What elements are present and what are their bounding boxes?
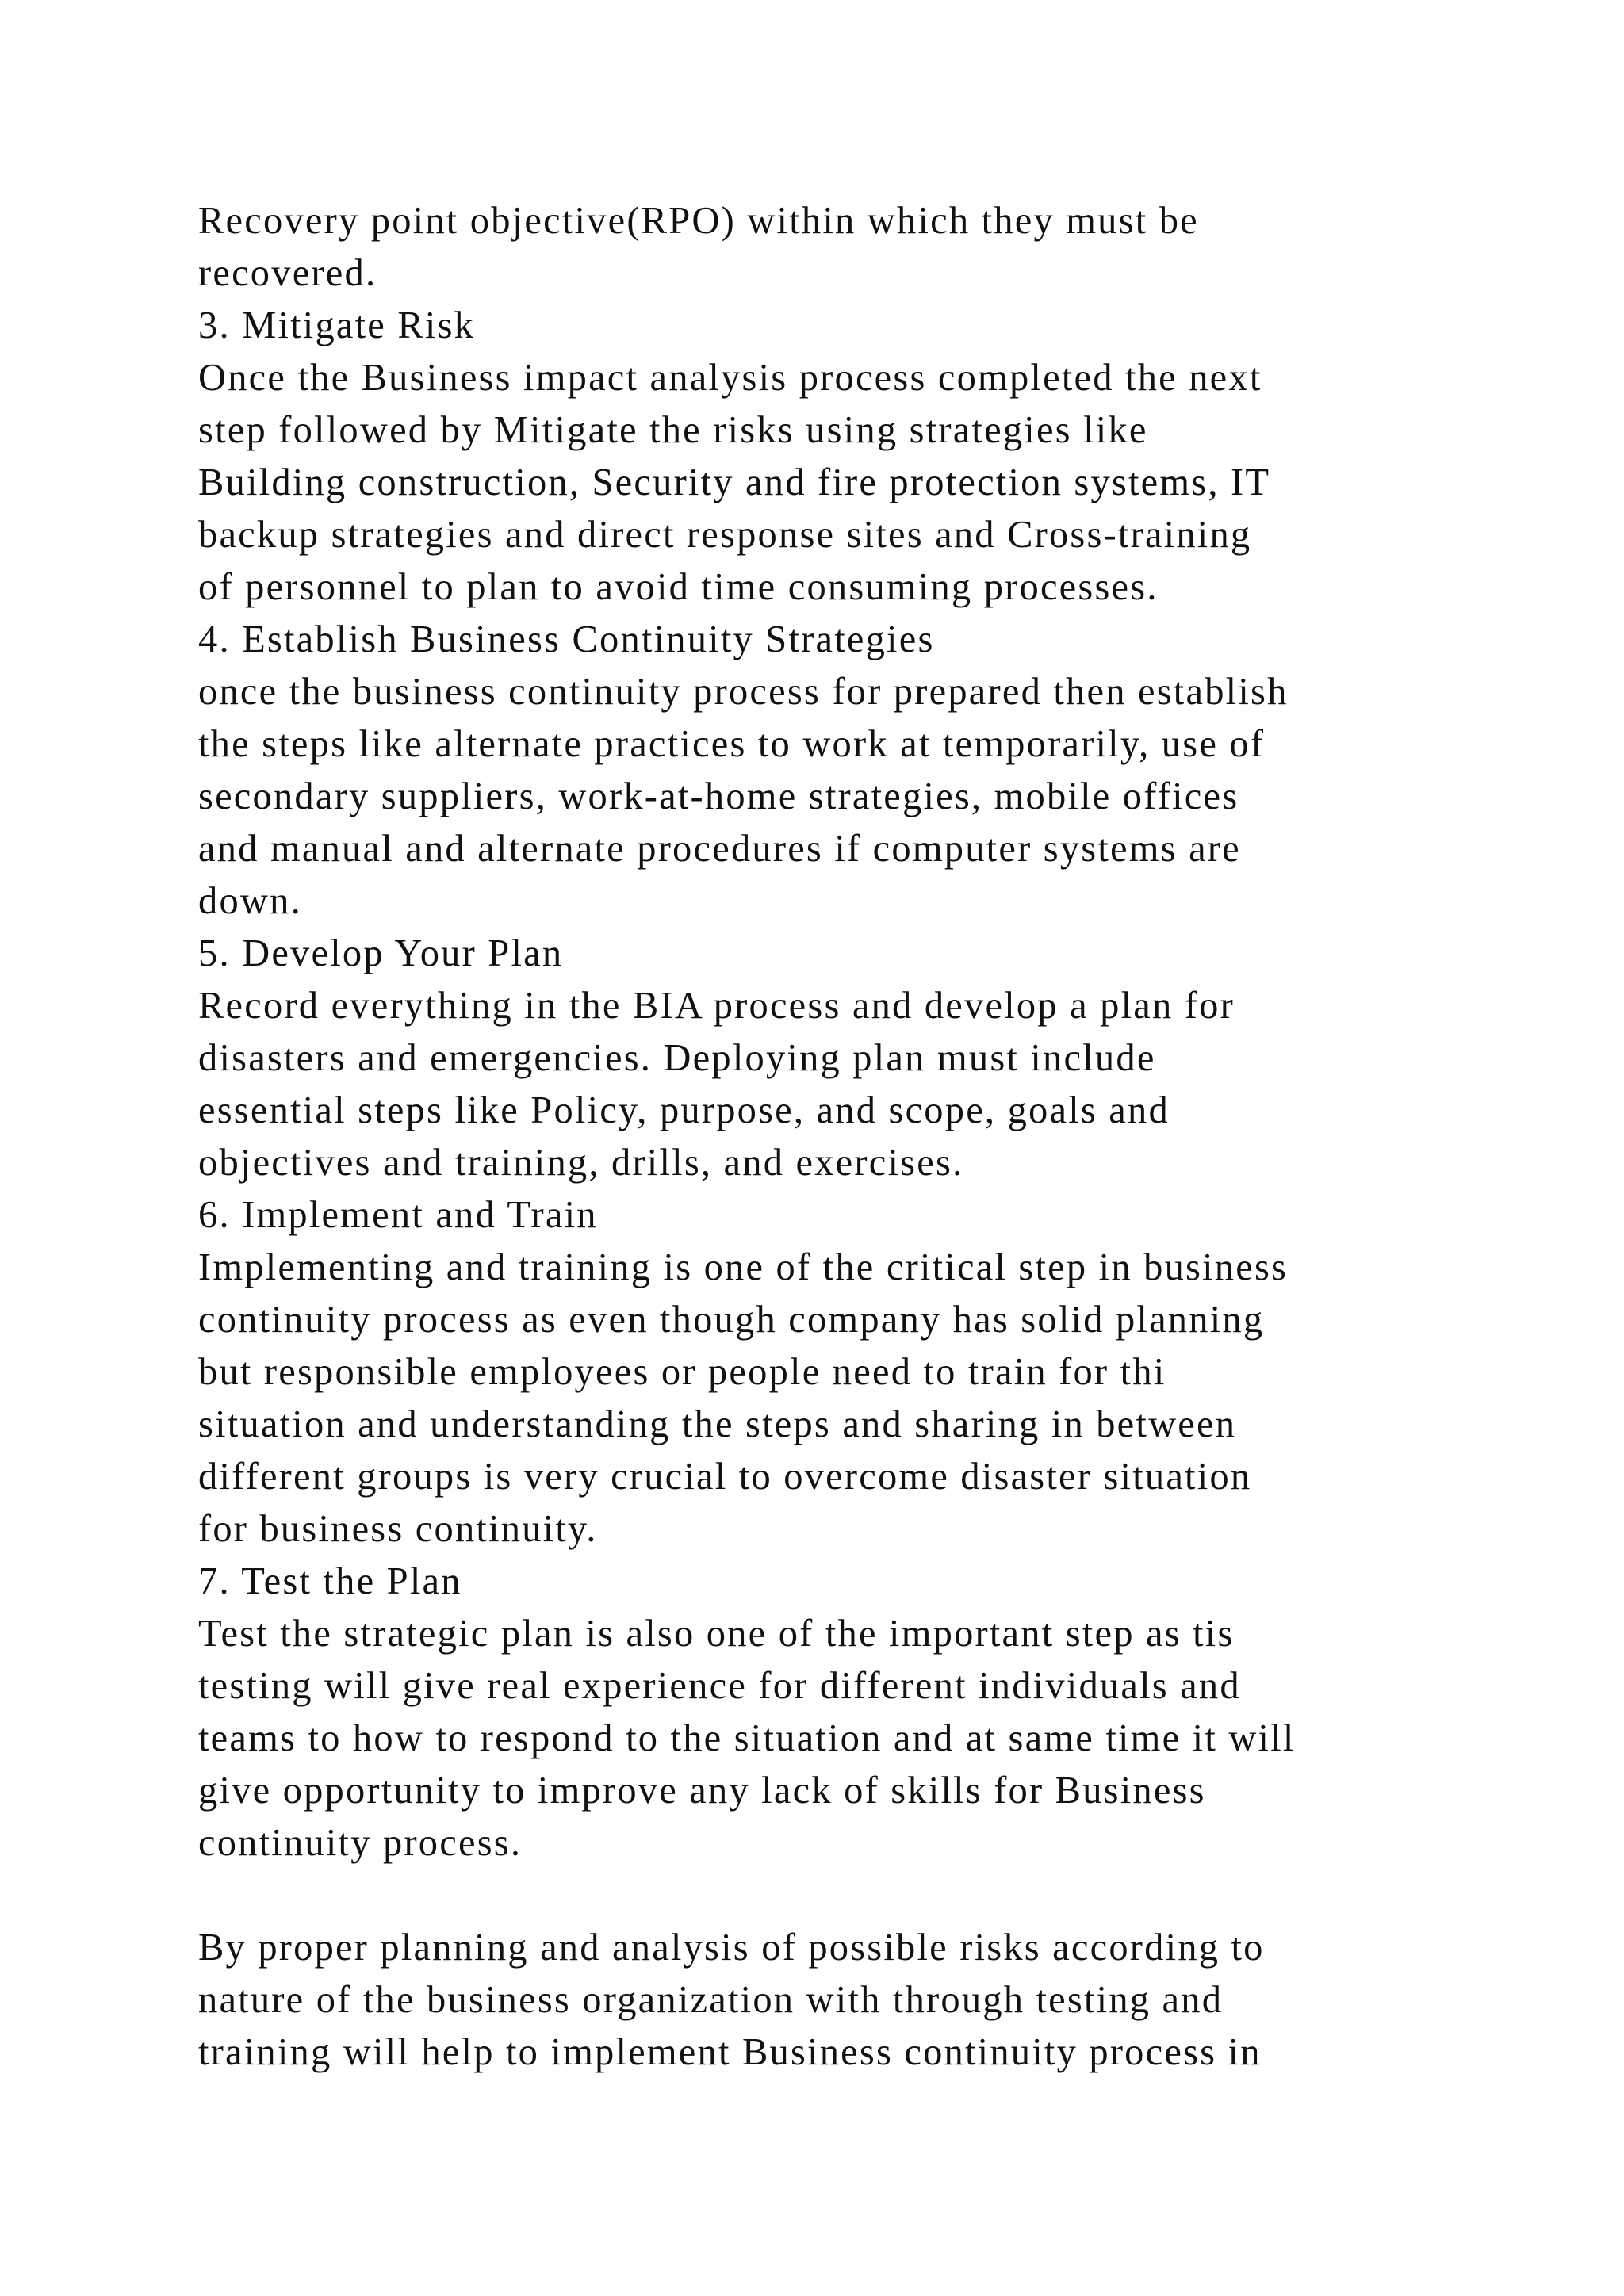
text-line: disasters and emergencies. Deploying plan must include <box>198 1037 1156 1079</box>
text-line: Test the strategic plan is also one of the important step as tis <box>198 1613 1235 1655</box>
section-heading: 7. Test the Plan <box>198 1560 462 1602</box>
section-heading: 5. Develop Your Plan <box>198 932 564 974</box>
text-line: Record everything in the BIA process and develop a plan for <box>198 985 1235 1027</box>
text-line: objectives and training, drills, and exercises. <box>198 1142 964 1184</box>
text-line: Building construction, Security and fire protection systems, IT <box>198 461 1271 503</box>
section-heading: 6. Implement and Train <box>198 1194 598 1236</box>
text-line: backup strategies and direct response sites and Cross-training <box>198 514 1252 556</box>
section-heading: 4. Establish Business Continuity Strategies <box>198 618 935 660</box>
text-line: training will help to implement Business continuity process in <box>198 2031 1262 2073</box>
text-line: Implementing and training is one of the critical step in business <box>198 1246 1289 1288</box>
text-line: Recovery point objective(RPO) within which they must be <box>198 200 1199 242</box>
text-line: once the business continuity process for prepared then establish <box>198 671 1289 713</box>
text-line: essential steps like Policy, purpose, and scope, goals and <box>198 1089 1170 1131</box>
text-line: continuity process as even though company has solid planning <box>198 1299 1265 1341</box>
text-line: secondary suppliers, work-at-home strategies, mobile offices <box>198 775 1239 817</box>
section-heading: 3. Mitigate Risk <box>198 304 476 346</box>
text-line: and manual and alternate procedures if computer systems are <box>198 828 1241 870</box>
text-line: teams to how to respond to the situation and at same time it will <box>198 1717 1296 1759</box>
text-line: Once the Business impact analysis process completed the next <box>198 357 1262 399</box>
text-line: continuity process. <box>198 1822 523 1864</box>
document-body <box>198 195 1467 2079</box>
text-line: but responsible employees or people need to train for thi <box>198 1351 1166 1393</box>
text-line: for business continuity. <box>198 1508 598 1550</box>
text-line: recovered. <box>198 252 377 294</box>
text-line: down. <box>198 880 302 922</box>
text-line: of personnel to plan to avoid time consuming processes. <box>198 566 1159 608</box>
text-line: By proper planning and analysis of possible risks according to <box>198 1927 1265 1969</box>
text-line: testing will give real experience for different individuals and <box>198 1665 1241 1707</box>
text-line: different groups is very crucial to overcome disaster situation <box>198 1456 1252 1498</box>
text-line: situation and understanding the steps and sharing in between <box>198 1403 1237 1445</box>
text-line: step followed by Mitigate the risks using strategies like <box>198 409 1148 451</box>
text-line: give opportunity to improve any lack of skills for Business <box>198 1770 1206 1812</box>
text-line: nature of the business organization with through testing and <box>198 1979 1224 2021</box>
blank-line <box>198 1869 1467 1922</box>
text-line: the steps like alternate practices to work at temporarily, use of <box>198 723 1266 765</box>
